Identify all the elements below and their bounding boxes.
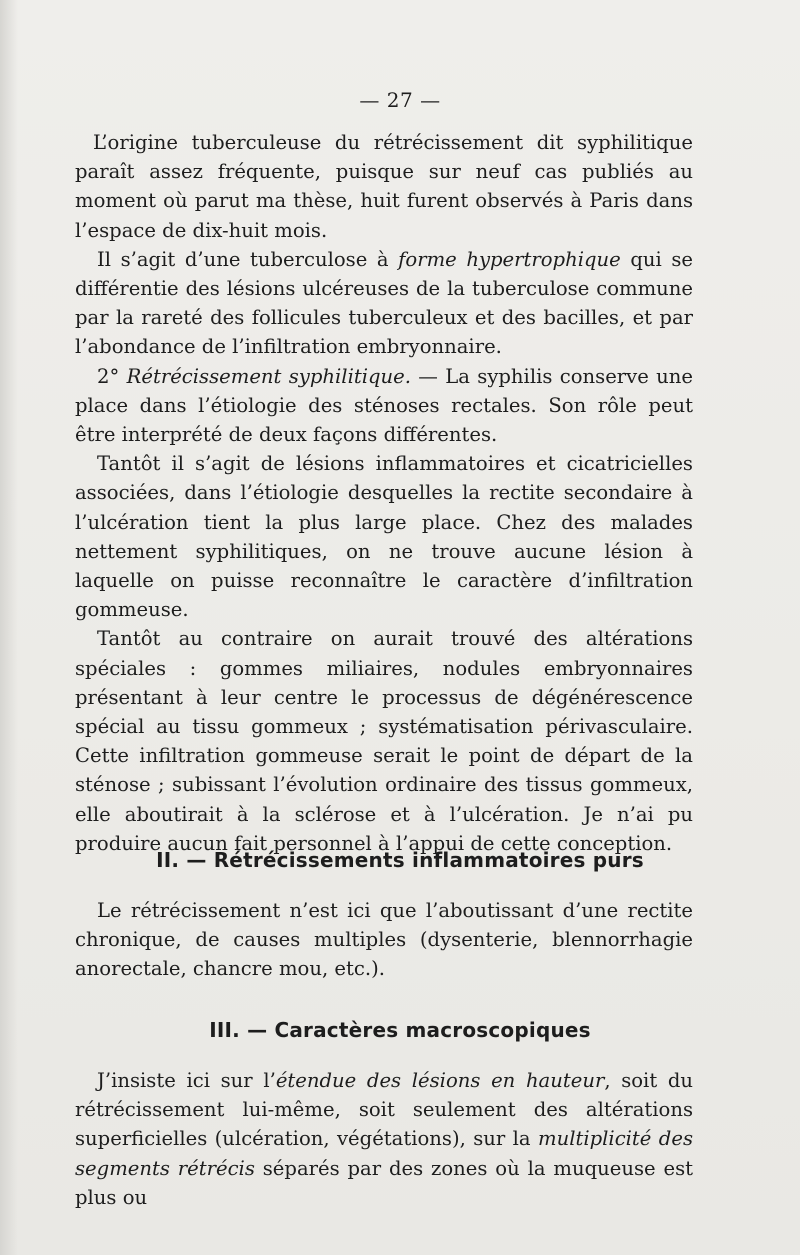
paragraph-inflammatory-lesions: Tantôt il s’agit de lésions inflammatoires et cicatricielles associées, dans l’étiologie desquelles la rectite secondaire à l’ulcération tient la plus large place. Chez des malades nettement syphilitiques, on ne trouve aucune lésion à laquelle on puisse reconnaître le caractère d’infiltration gommeuse. [75, 452, 693, 622]
section-heading-ii: II. — Rétrécissements inflammatoires purs [156, 848, 644, 872]
paragraph-syphilitic-stricture: 2° Rétrécissement syphilitique. — La syphilis conserve une place dans l’étiologie des sténoses rectales. Son rôle peut être interprété de deux façons différentes. [75, 364, 693, 447]
paragraph-macroscopic-extent: J’insiste ici sur l’étendue des lésions en hauteur, soit du rétrécissement lui-même, soit seulement des altérations superficielles (ulcération, végétations), sur la multiplicité des segments rétrécis séparés par des zones où la muqueuse est plus ou [75, 1069, 694, 1209]
page-number: — 27 — [359, 88, 441, 112]
section-heading-iii: III. — Caractères macroscopiques [209, 1018, 591, 1042]
body-text-section-iii [75, 1066, 693, 1212]
body-text-section-ii [75, 896, 693, 984]
paragraph-hypertrophic-form: Il s’agit d’une tuberculose à forme hypertrophique qui se différentie des lésions ulcéreuses de la tuberculose commune par la rareté des follicules tuberculeux et des bacilles, et par l’abondance de l’infiltration embryonnaire. [75, 247, 693, 359]
italic-forme-hypertrophique: forme hypertrophique [398, 247, 621, 271]
paragraph-tuberculous-origin: L’origine tuberculeuse du rétrécissement dit syphilitique paraît assez fréquente, puisque sur neuf cas publiés au moment où parut ma thèse, huit furent observés à Paris dans l’espace de dix-huit mois. [75, 131, 693, 242]
body-text-top [75, 128, 693, 858]
italic-multiplicite-des-segments: multiplicité des segments rétrécis [75, 1127, 693, 1180]
italic-etendue-des-lesions: étendue des lésions en hauteur [275, 1069, 605, 1092]
paragraph-special-alterations: Tantôt au contraire on aurait trouvé des altérations spéciales : gommes miliaires, nodules embryonnaires présentant à leur centre le processus de dégénérescence spécial au tissu gommeux ; systématisation périvasculaire. Cette infiltration gommeuse serait le point de départ de la sténose ; subissant l’évolution ordinaire des tissus gommeux, elle aboutirait à la sclérose et à l’ulcération. Je n’ai pu produire aucun fait personnel à l’appui de cette conception. [75, 627, 693, 855]
paragraph-chronic-rectitis: Le rétrécissement n’est ici que l’aboutissant d’une rectite chronique, de causes multiples (dysenterie, blennorrhagie anorectale, chancre mou, etc.). [75, 899, 693, 981]
italic-retrecissement-syphilitique: Rétrécissement syphilitique. [126, 364, 411, 388]
